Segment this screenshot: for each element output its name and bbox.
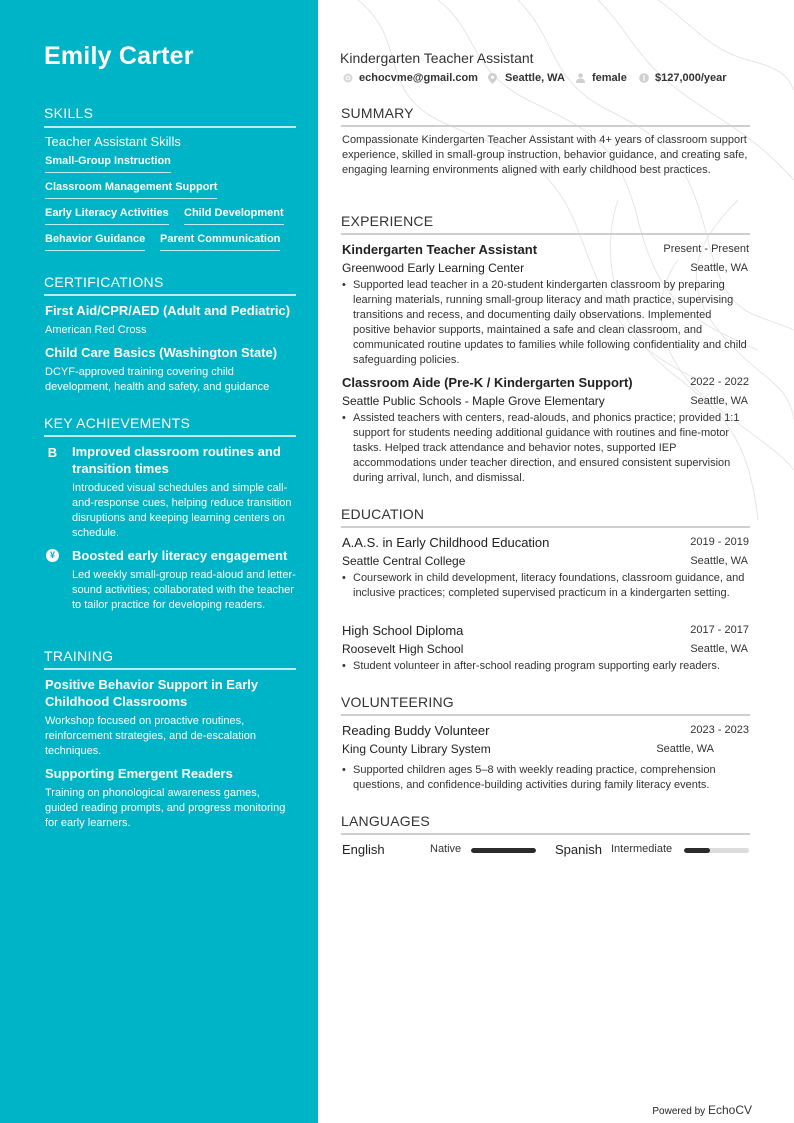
training-title: Supporting Emergent Readers bbox=[45, 766, 233, 781]
education-location: Seattle, WA bbox=[690, 643, 748, 655]
languages-heading: LANGUAGES bbox=[341, 813, 430, 829]
summary-heading: SUMMARY bbox=[341, 105, 414, 121]
experience-bullet bbox=[342, 278, 750, 368]
skill-chip: Child Development bbox=[184, 207, 284, 225]
language-name: Spanish bbox=[555, 842, 602, 857]
training-divider bbox=[44, 668, 296, 670]
volunteering-location: Seattle, WA bbox=[656, 743, 714, 755]
skills-divider bbox=[44, 126, 296, 128]
training-description: Workshop focused on proactive routines, reinforcement strategies, and de-escalation techniques. bbox=[45, 715, 256, 757]
certification-issuer: American Red Cross bbox=[45, 324, 147, 336]
education-bullet bbox=[342, 571, 750, 601]
language-proficiency-bar bbox=[684, 848, 749, 853]
education-date: 2019 - 2019 bbox=[690, 536, 749, 548]
education-school: Seattle Central College bbox=[342, 554, 466, 568]
yen-coin-icon: ¥ bbox=[46, 549, 59, 562]
education-title: A.A.S. in Early Childhood Education bbox=[342, 535, 550, 550]
sidebar bbox=[0, 0, 318, 1123]
certifications-heading: CERTIFICATIONS bbox=[44, 274, 164, 290]
experience-title: Kindergarten Teacher Assistant bbox=[342, 242, 538, 257]
skill-chip: Small-Group Instruction bbox=[45, 155, 171, 173]
training-title: Positive Behavior Support in Early Childhood Classrooms bbox=[45, 677, 259, 709]
language-level: Intermediate bbox=[611, 843, 673, 855]
education-title: High School Diploma bbox=[342, 623, 464, 638]
language-proficiency-fill bbox=[684, 848, 710, 853]
skill-chip: Parent Communication bbox=[160, 233, 280, 251]
skill-chip: Early Literacy Activities bbox=[45, 207, 169, 225]
bullet-dot: • bbox=[342, 660, 346, 672]
experience-org: Seattle Public Schools - Maple Grove Elementary bbox=[342, 394, 605, 408]
volunteering-date: 2023 - 2023 bbox=[690, 724, 749, 736]
education-heading: EDUCATION bbox=[341, 506, 425, 522]
bullet-dot: • bbox=[342, 412, 346, 424]
brand-name: EchoCV bbox=[707, 1103, 752, 1117]
training-heading: TRAINING bbox=[44, 648, 114, 664]
skills-subheading: Teacher Assistant Skills bbox=[45, 134, 181, 149]
volunteering-divider bbox=[341, 714, 750, 716]
contact-gender: female bbox=[592, 72, 627, 84]
training-description: Training on phonological awareness games, guided reading prompts, and progress monitoring for early learners. bbox=[45, 787, 286, 829]
achievements-divider bbox=[44, 435, 296, 437]
contact-email: echocvme@gmail.com bbox=[359, 72, 478, 84]
salary-coin-icon bbox=[639, 73, 649, 83]
person-icon bbox=[576, 73, 585, 83]
achievements-heading: KEY ACHIEVEMENTS bbox=[44, 415, 191, 431]
language-proficiency-fill bbox=[471, 848, 536, 853]
achievement-description: Introduced visual schedules and simple call-and-response cues, helping reduce transition disruptions and keeping learning centers on schedule. bbox=[72, 482, 292, 539]
certification-title: Child Care Basics (Washington State) bbox=[45, 345, 278, 360]
bullet-dot: • bbox=[342, 279, 346, 291]
experience-divider bbox=[341, 233, 750, 235]
volunteering-title: Reading Buddy Volunteer bbox=[342, 723, 490, 738]
experience-location: Seattle, WA bbox=[690, 262, 748, 274]
skills-heading: SKILLS bbox=[44, 105, 94, 121]
candidate-name: Emily Carter bbox=[44, 42, 194, 70]
experience-bullet bbox=[342, 411, 750, 486]
bullet-text: Coursework in child development, literacy foundations, classroom guidance, and inclusive practices; completed supervised practicum in a kindergarten setting. bbox=[353, 572, 745, 599]
experience-location: Seattle, WA bbox=[690, 395, 748, 407]
certification-description: DCYF-approved training covering child development, health and safety, and guidance bbox=[45, 366, 270, 393]
bullet-dot: • bbox=[342, 764, 346, 776]
bullet-text: Assisted teachers with centers, read-alouds, and phonics practice; provided 1:1 support for students needing additional guidance with routines and fine-motor tasks. Helped track attendance and behavior notes, supported IEP accommodations under teacher direction, and ensured consistent supervision during arrival, lunch, and dismissal. bbox=[353, 412, 740, 484]
volunteering-bullet bbox=[342, 763, 750, 793]
achievement-title: Boosted early literacy engagement bbox=[72, 548, 288, 563]
education-divider bbox=[341, 526, 750, 528]
bold-b-icon: B bbox=[47, 445, 58, 460]
bullet-text: Supported children ages 5–8 with weekly reading practice, comprehension questions, and confidence-building activities during family literacy events. bbox=[353, 764, 716, 791]
summary-divider bbox=[341, 125, 750, 127]
education-school: Roosevelt High School bbox=[342, 642, 464, 656]
achievement-title: Improved classroom routines and transition times bbox=[72, 444, 281, 476]
summary-text: Compassionate Kindergarten Teacher Assistant with 4+ years of classroom support experience, skilled in small-group instruction, behavior guidance, and creating safe, engaging learning environments aligned with early childhood best practices. bbox=[342, 134, 748, 176]
powered-by-label: Powered by bbox=[652, 1106, 706, 1117]
email-icon bbox=[343, 73, 353, 83]
contact-location: Seattle, WA bbox=[505, 72, 565, 84]
location-pin-icon bbox=[488, 73, 497, 84]
certification-title: First Aid/CPR/AED (Adult and Pediatric) bbox=[45, 303, 291, 318]
certifications-divider bbox=[44, 294, 296, 296]
bullet-dot: • bbox=[342, 572, 346, 584]
education-date: 2017 - 2017 bbox=[690, 624, 749, 636]
skill-chip: Classroom Management Support bbox=[45, 181, 217, 199]
languages-divider bbox=[341, 833, 750, 835]
education-location: Seattle, WA bbox=[690, 555, 748, 567]
experience-title: Classroom Aide (Pre-K / Kindergarten Support) bbox=[342, 375, 633, 390]
language-name: English bbox=[342, 842, 385, 857]
experience-date: Present - Present bbox=[663, 243, 749, 255]
experience-date: 2022 - 2022 bbox=[690, 376, 749, 388]
experience-org: Greenwood Early Learning Center bbox=[342, 261, 525, 275]
experience-heading: EXPERIENCE bbox=[341, 213, 434, 229]
volunteering-org: King County Library System bbox=[342, 742, 491, 756]
contact-salary: $127,000/year bbox=[655, 72, 727, 84]
powered-by bbox=[652, 1103, 752, 1117]
job-title: Kindergarten Teacher Assistant bbox=[340, 50, 534, 66]
skill-chip: Behavior Guidance bbox=[45, 233, 145, 251]
achievement-description: Led weekly small-group read-aloud and letter-sound activities; collaborated with the teacher to tailor practice for developing readers. bbox=[72, 569, 296, 611]
education-bullet bbox=[342, 659, 750, 674]
volunteering-heading: VOLUNTEERING bbox=[341, 694, 454, 710]
language-proficiency-bar bbox=[471, 848, 536, 853]
language-level: Native bbox=[430, 843, 462, 855]
bullet-text: Student volunteer in after-school reading program supporting early readers. bbox=[353, 660, 720, 672]
bullet-text: Supported lead teacher in a 20-student kindergarten classroom by preparing learning materials, running small-group literacy and math practice, supervising transitions and recess, and documenting daily observations. Implemented positive behavior supports, maintained a safe and clean classroom, and communicated routine updates to families while following confidentiality and child safeguarding policies. bbox=[353, 279, 747, 366]
